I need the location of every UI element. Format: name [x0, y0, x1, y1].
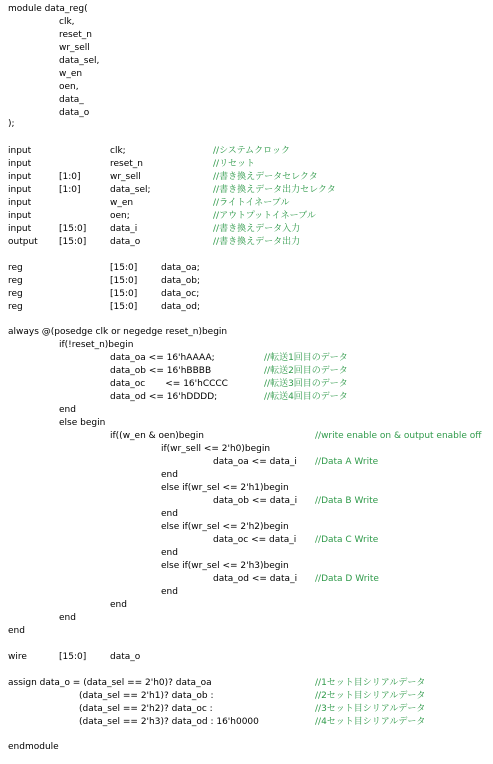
code-token: [15:0]: [59, 224, 87, 234]
code-token: end: [8, 626, 25, 636]
code-token: always @(posedge clk or negedge reset_n)begin: [8, 327, 228, 337]
code-token: input: [8, 224, 32, 234]
code-token: reg: [8, 263, 23, 273]
code-token: data_oa <= 16'hAAAA;: [110, 353, 215, 363]
code-token: end: [161, 587, 178, 597]
code-token: reg: [8, 302, 23, 312]
code-comment: //3セット目シリアルデータ: [315, 704, 426, 714]
code-token: [15:0]: [110, 302, 138, 312]
code-token: data_od;: [161, 302, 201, 312]
code-token: data_sel;: [110, 185, 151, 195]
code-token: [1:0]: [59, 185, 81, 195]
code-token: input: [8, 159, 32, 169]
code-token: else if(wr_sel <= 2'h1)begin: [161, 483, 289, 493]
code-token: end: [59, 613, 76, 623]
code-token: data_o: [59, 108, 90, 118]
code-token: (data_sel == 2'h2)? data_oc :: [79, 704, 213, 714]
code-token: reset_n: [59, 30, 92, 40]
code-token: output: [8, 237, 38, 247]
code-comment: //書き換えデータセレクタ: [213, 172, 318, 182]
code-token: input: [8, 172, 32, 182]
code-token: else if(wr_sel <= 2'h3)begin: [161, 561, 289, 571]
code-token: data_ob <= 16'hBBBB: [110, 366, 212, 376]
code-token: input: [8, 146, 32, 156]
code-token: wr_sell: [59, 43, 90, 53]
code-token: wire: [8, 652, 27, 662]
code-token: end: [59, 405, 76, 415]
code-token: wr_sell: [110, 172, 141, 182]
code-token: else begin: [59, 418, 106, 428]
code-token: end: [161, 509, 178, 519]
code-token: w_en: [59, 69, 83, 79]
code-comment: //Data B Write: [315, 496, 379, 506]
code-comment: //転送4回目のデータ: [264, 392, 348, 402]
code-comment: //書き換えデータ出力セレクタ: [213, 185, 336, 195]
code-comment: //リセット: [213, 159, 255, 169]
code-token: data_ob <= data_i: [213, 496, 298, 506]
code-comment: //4セット目シリアルデータ: [315, 717, 426, 727]
code-token: end: [161, 548, 178, 558]
code-token: end: [110, 600, 127, 610]
code-comment: //システムクロック: [213, 146, 290, 156]
code-comment: //書き換えデータ出力: [213, 237, 301, 247]
code-comment: //転送3回目のデータ: [264, 379, 348, 389]
code-token: data_od <= data_i: [213, 574, 298, 584]
code-token: [15:0]: [110, 276, 138, 286]
code-token: if(wr_sell <= 2'h0)begin: [161, 444, 271, 454]
code-token: data_o: [110, 652, 141, 662]
code-token: if((w_en & oen)begin: [110, 431, 204, 441]
code-token: data_: [59, 95, 84, 105]
code-token: clk,: [59, 17, 75, 27]
code-token: input: [8, 211, 32, 221]
code-comment: //転送1回目のデータ: [264, 353, 348, 363]
code-token: (data_sel == 2'h3)? data_od : 16'h0000: [79, 717, 259, 727]
code-token: [15:0]: [110, 289, 138, 299]
code-comment: //アウトプットイネーブル: [213, 211, 316, 221]
code-token: data_sel,: [59, 56, 100, 66]
code-token: assign data_o = (data_sel == 2'h0)? data_oa: [8, 678, 212, 688]
code-token: data_i: [110, 224, 138, 234]
code-token: (data_sel == 2'h1)? data_ob :: [79, 691, 214, 701]
code-comment: //書き換えデータ入力: [213, 224, 301, 234]
code-comment: //2セット目シリアルデータ: [315, 691, 426, 701]
code-token: data_oa <= data_i: [213, 457, 297, 467]
code-token: else if(wr_sel <= 2'h2)begin: [161, 522, 289, 532]
code-token: if(!reset_n)begin: [59, 340, 134, 350]
code-token: reg: [8, 276, 23, 286]
code-token: [1:0]: [59, 172, 81, 182]
code-comment: //Data A Write: [315, 457, 379, 467]
code-comment: //Data D Write: [315, 574, 379, 584]
code-token: reset_n: [110, 159, 143, 169]
code-token: module data_reg(: [8, 4, 88, 14]
code-token: reg: [8, 289, 23, 299]
code-token: oen;: [110, 211, 130, 221]
code-comment: //転送2回目のデータ: [264, 366, 348, 376]
code-token: end: [161, 470, 178, 480]
code-token: w_en: [110, 198, 134, 208]
code-token: data_o: [110, 237, 141, 247]
code-token: );: [8, 119, 15, 129]
code-token: data_oc <= data_i: [213, 535, 297, 545]
code-token: [15:0]: [110, 263, 138, 273]
code-token: data_oc <= 16'hCCCC: [110, 379, 228, 389]
code-comment: //write enable on & output enable off: [315, 431, 482, 441]
code-token: [15:0]: [59, 652, 87, 662]
code-token: clk;: [110, 146, 126, 156]
code-token: data_oc;: [161, 289, 200, 299]
code-token: endmodule: [8, 742, 59, 752]
code-comment: //ライトイネーブル: [213, 198, 290, 208]
code-token: data_oa;: [161, 263, 200, 273]
code-token: input: [8, 198, 32, 208]
code-token: input: [8, 185, 32, 195]
code-comment: //1セット目シリアルデータ: [315, 678, 426, 688]
code-token: data_od <= 16'hDDDD;: [110, 392, 218, 402]
code-token: [15:0]: [59, 237, 87, 247]
code-token: data_ob;: [161, 276, 201, 286]
code-token: oen,: [59, 82, 79, 92]
code-comment: //Data C Write: [315, 535, 379, 545]
